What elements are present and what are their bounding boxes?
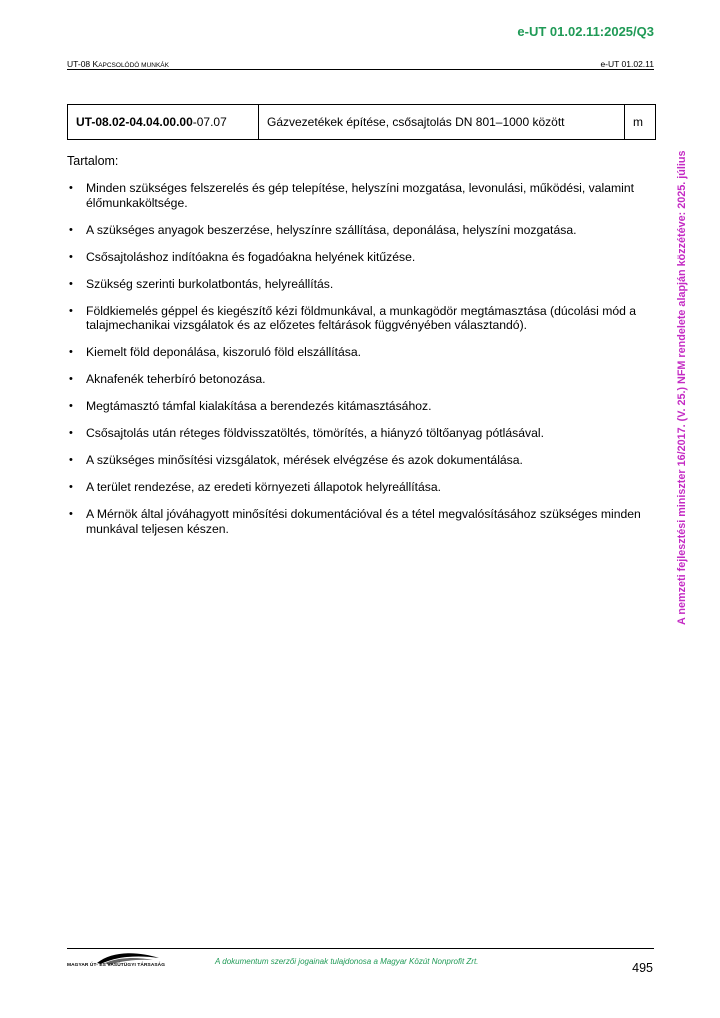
header-left-prefix: UT-08 K <box>67 59 99 69</box>
list-item-text: Kiemelt föld deponálása, kiszoruló föld elszállítása. <box>86 345 362 359</box>
bullet-icon: • <box>69 304 73 317</box>
list-item <box>67 426 652 441</box>
bullet-icon: • <box>69 508 73 520</box>
list-item <box>67 453 652 468</box>
bullet-icon: • <box>69 223 73 236</box>
list-item <box>67 250 652 265</box>
page-number: 495 <box>632 961 653 975</box>
list-item-text: Földkiemelés géppel és kiegészítő kézi földmunkával, a munkagödör megtámasztása (dúcolási mód a talajmechanikai vizsgálatok és az előzetes feltárások függvényében választandó). <box>86 303 637 332</box>
list-item <box>67 345 652 360</box>
bullet-icon: • <box>69 427 73 439</box>
list-item-text: A szükséges anyagok beszerzése, helyszínre szállítása, deponálása, helyszíni mozgatása. <box>86 222 577 237</box>
item-code-cell <box>68 105 259 140</box>
bullet-icon: • <box>69 182 73 194</box>
item-description: Gázvezetékek építése, csősajtolás DN 801–1000 között <box>259 105 625 140</box>
content-list <box>67 181 652 549</box>
running-header-left <box>67 59 169 69</box>
list-item <box>67 372 652 387</box>
item-code-suffix: -07.07 <box>192 115 227 129</box>
document-code: e-UT 01.02.11:2025/Q3 <box>517 24 654 39</box>
list-item-text: Csősajtoláshoz indítóakna és fogadóakna helyének kitűzése. <box>86 249 416 264</box>
list-item <box>67 507 652 536</box>
list-item-text: A szükséges minősítési vizsgálatok, mérések elvégzése és azok dokumentálása. <box>86 453 523 467</box>
item-code: UT-08.02-04.04.00.00 <box>76 115 193 129</box>
bullet-icon: • <box>69 400 73 412</box>
item-table <box>67 104 656 140</box>
list-item <box>67 399 652 414</box>
header-divider <box>67 69 654 70</box>
running-header-right: e-UT 01.02.11 <box>600 59 654 69</box>
side-publication-note: A nemzeti fejlesztési miniszter 16/2017. (V. 25.) NFM rendelete alapján közzétéve: 2025. július <box>676 150 688 625</box>
list-item <box>67 181 652 210</box>
copyright-notice: A dokumentum szerzői jogainak tulajdonosa a Magyar Közút Nonprofit Zrt. <box>215 957 479 966</box>
bullet-icon: • <box>69 481 73 493</box>
content-heading: Tartalom: <box>67 154 119 168</box>
header-left-smallcaps: APCSOLÓDÓ MUNKÁK <box>98 62 169 69</box>
item-unit: m <box>625 105 656 140</box>
list-item <box>67 480 652 495</box>
list-item-text: Megtámasztó támfal kialakítása a berendezés kitámasztásához. <box>86 399 432 413</box>
bullet-icon: • <box>69 346 73 358</box>
logo-text: MAGYAR ÚT- ÉS VASÚTÜGYI TÁRSASÁG <box>67 963 166 968</box>
list-item-text: Csősajtolás után réteges földvisszatöltés, tömörítés, a hiányzó töltőanyag pótlásával. <box>86 426 544 440</box>
list-item-text: Aknafenék teherbíró betonozása. <box>86 372 266 386</box>
list-item-text: A terület rendezése, az eredeti környezeti állapotok helyreállítása. <box>86 480 441 494</box>
list-item-text: A Mérnök által jóváhagyott minősítési dokumentációval és a tétel megvalósításához szükséges minden munkával teljesen készen. <box>86 507 641 536</box>
list-item <box>67 304 652 333</box>
bullet-icon: • <box>69 373 73 385</box>
item-row <box>68 105 656 140</box>
list-item <box>67 223 652 238</box>
bullet-icon: • <box>69 250 73 263</box>
list-item-text: Minden szükséges felszerelés és gép telepítése, helyszíni mozgatása, levonulási, működési, valamint élőmunkaköltsége. <box>86 181 635 210</box>
list-item <box>67 277 652 292</box>
list-item-text: Szükség szerinti burkolatbontás, helyreállítás. <box>86 276 334 291</box>
bullet-icon: • <box>69 454 73 466</box>
bullet-icon: • <box>69 277 73 290</box>
